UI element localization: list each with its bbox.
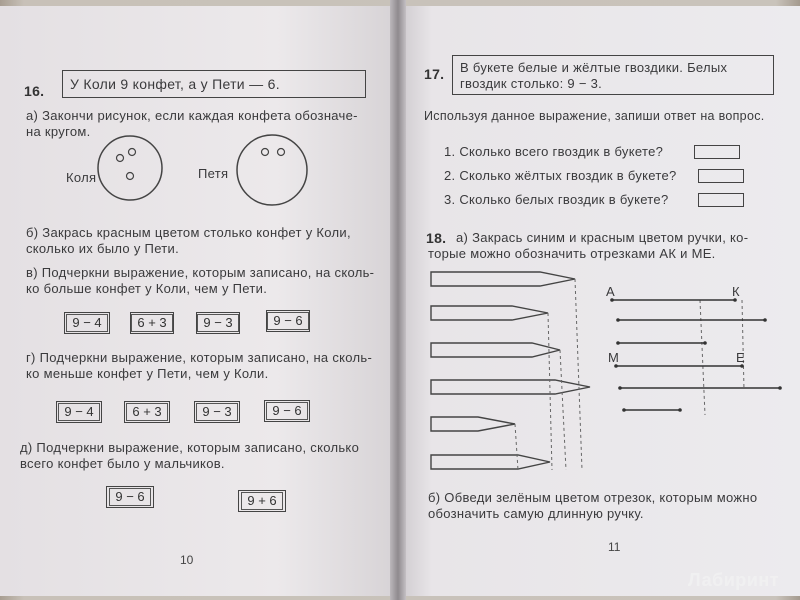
pencil-4 [431,380,590,394]
task17-number: 17. [424,66,445,82]
task16-b-line1: б) Закрась красным цветом столько конфет у Коли, [26,225,351,240]
pencil-3 [431,343,560,357]
task16-header: У Коли 9 конфет, а у Пети — 6. [70,76,280,92]
task16-number: 16. [24,83,45,99]
expr-row2-4[interactable]: 9 − 6 [264,400,310,422]
pencil-6 [431,455,550,469]
point-M-label: М [608,350,620,365]
task16-d-line1: д) Подчеркни выражение, которым записано, сколько [20,440,360,455]
task17-q1: 1. Сколько всего гвоздик в букете? [444,144,664,159]
expr-row3-1[interactable]: 9 − 6 [106,486,154,508]
task16-a-line2: на кругом. [26,124,91,139]
expr-row1-2[interactable]: 6 + 3 [130,312,174,334]
task17-intro: Используя данное выражение, запиши ответ на вопрос. [424,109,765,123]
pencil-2 [431,306,548,320]
watermark-logo: Лабиринт [688,570,780,590]
task16-g-line2: ко меньше конфет у Пети, чем у Коли. [26,366,269,381]
pencil-5 [431,417,515,431]
task16-g-line1: г) Подчеркни выражение, которым записано, на сколь- [26,350,373,365]
point-A-label: А [606,284,615,299]
task18-b-line1: б) Обведи зелёным цветом отрезок, которым можно [428,490,758,505]
left-page-number: 10 [180,553,194,567]
expr-row2-3[interactable]: 9 − 3 [194,401,240,423]
label-kolya: Коля [66,170,97,185]
task16-a-line1: а) Закончи рисунок, если каждая конфета обозначе- [26,108,358,123]
task18-a-line1: а) Закрась синим и красным цветом ручки, ко- [456,230,749,245]
task17-q3: 3. Сколько белых гвоздик в букете? [444,192,669,207]
expr-row2-1[interactable]: 9 − 4 [56,401,102,423]
point-K-label: К [732,284,740,299]
task18-b-line2: обозначить самую длинную ручку. [428,506,644,521]
task16-v-line2: ко больше конфет у Коли, чем у Пети. [26,281,268,296]
task18-a-line2: торые можно обозначить отрезками АК и МЕ. [428,246,716,261]
task18-number: 18. [426,230,447,246]
task17-header-line2: гвоздик столько: 9 − 3. [460,76,603,91]
expr-row1-1[interactable]: 9 − 4 [64,312,110,334]
expr-row3-2[interactable]: 9 + 6 [238,490,286,512]
task16-d-line2: всего конфет было у мальчиков. [20,456,225,471]
expr-row1-3[interactable]: 9 − 3 [196,312,240,334]
right-page-number: 11 [608,540,621,554]
pencil-1 [431,272,575,286]
task16-v-line1: в) Подчеркни выражение, которым записано, на сколь- [26,265,375,280]
point-E-label: Е [736,350,745,365]
task17-q2: 2. Сколько жёлтых гвоздик в букете? [444,168,677,183]
label-petya: Петя [198,166,229,181]
task17-header-line1: В букете белые и жёлтые гвоздики. Белых [460,60,728,75]
task16-b-line2: сколько их было у Пети. [26,241,180,256]
expr-row2-2[interactable]: 6 + 3 [124,401,170,423]
expr-row1-4[interactable]: 9 − 6 [266,310,310,332]
